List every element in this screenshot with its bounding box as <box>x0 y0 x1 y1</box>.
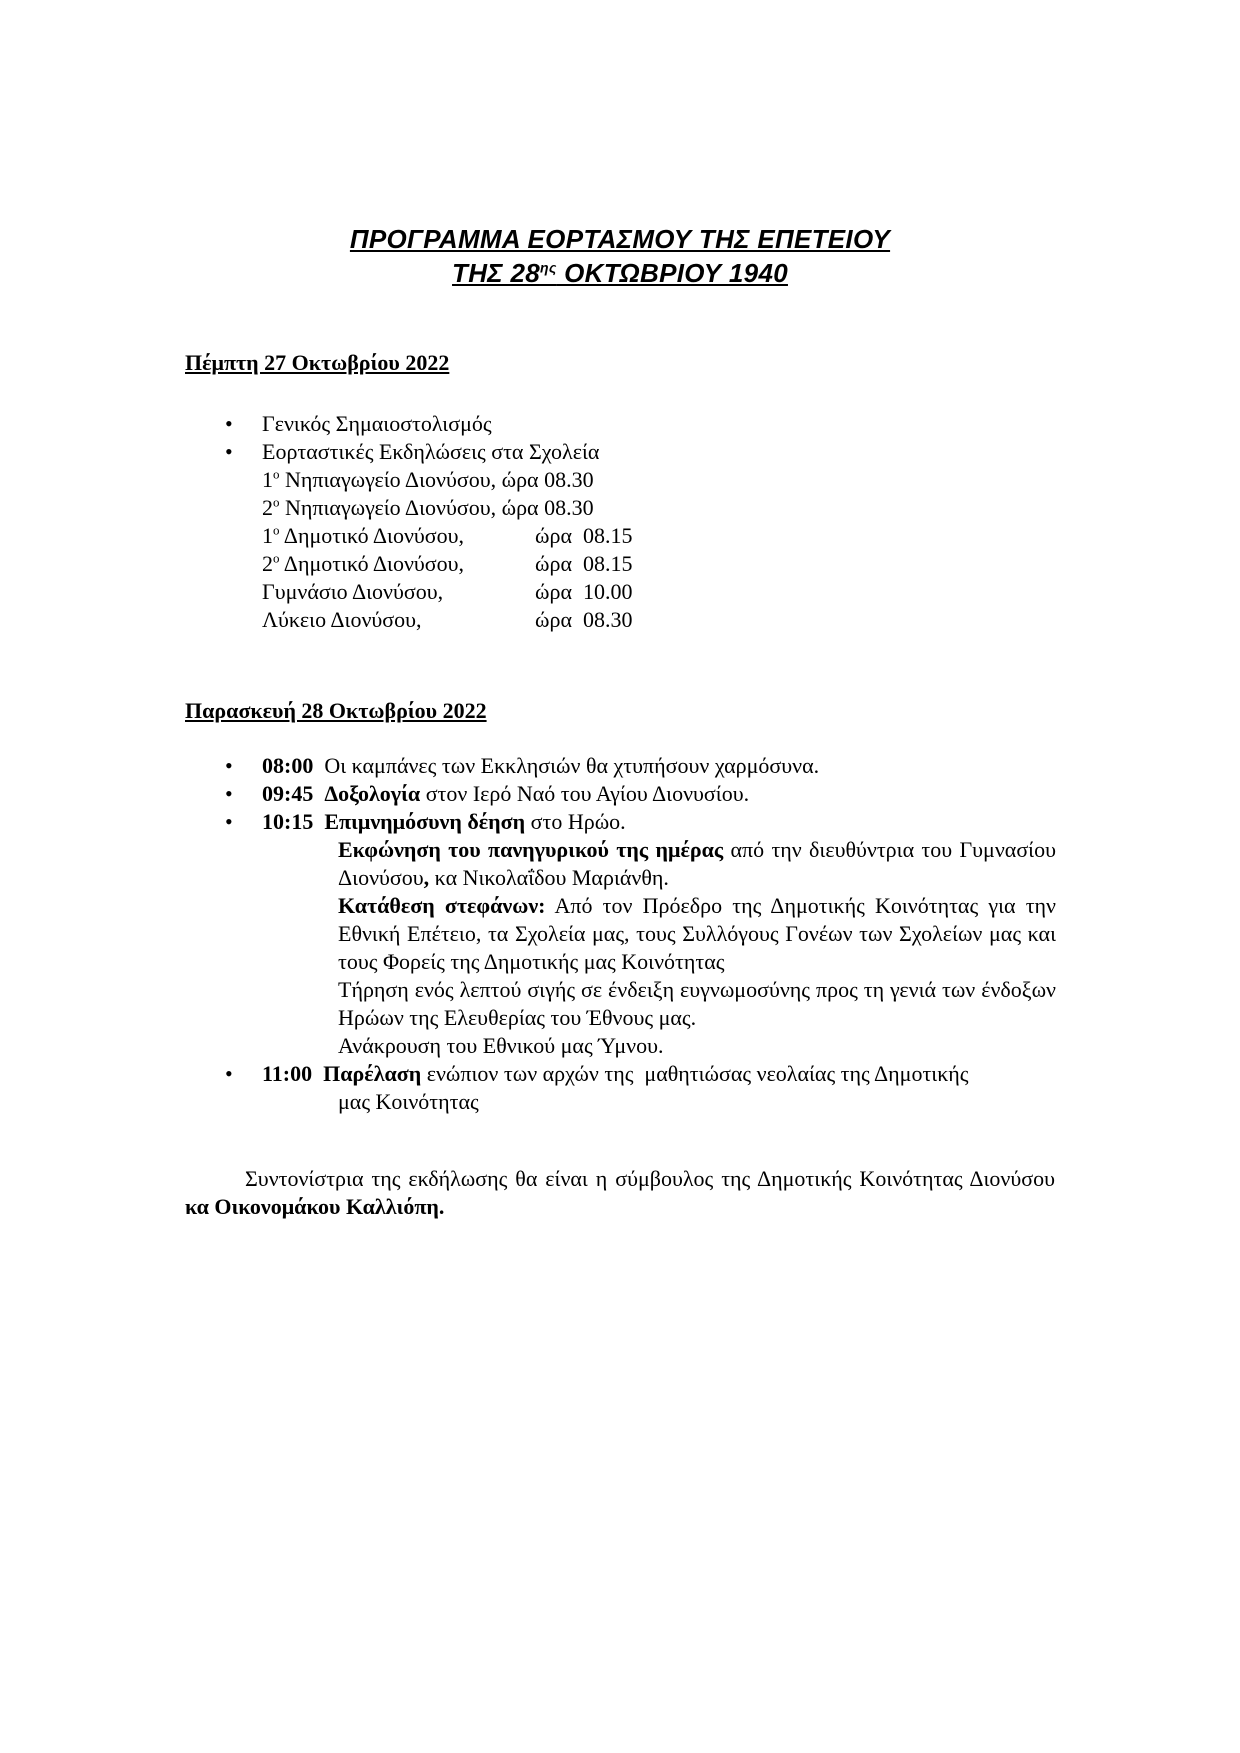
event-text: στο Ηρώο. <box>525 809 626 834</box>
event-time: 10:15 <box>262 809 314 834</box>
silence-paragraph: Τήρηση ενός λεπτού σιγής σε ένδειξη ευγνωμοσύνης προς τη γενιά των ένδοξων Ηρώων της Ελευθερίας του Έθνους μας. <box>338 977 1056 1030</box>
event-time: 08:00 <box>262 753 314 778</box>
school-name: Νηπιαγωγείο Διονύσου, ώρα 08.30 <box>285 495 594 520</box>
speech-bold: Εκφώνηση του πανηγυρικού της ημέρας <box>338 837 724 862</box>
anthem-paragraph: Ανάκρουση του Εθνικού μας Ύμνου. <box>338 1033 664 1058</box>
day2-heading: Παρασκευή 28 Οκτωβρίου 2022 <box>185 698 487 723</box>
school-entry <box>262 494 594 522</box>
day1-item-text: Γενικός Σημαιοστολισμός <box>262 411 492 436</box>
speech-comma: , <box>423 865 430 890</box>
title-line-2-post: ΟΚΤΩΒΡΙΟΥ 1940 <box>556 258 788 288</box>
school-ordinal: ο <box>273 466 280 482</box>
school-name: Γυμνάσιο Διονύσου, <box>262 579 444 604</box>
day1-item-text: Εορταστικές Εκδηλώσεις στα Σχολεία <box>262 439 600 464</box>
document-title <box>0 222 1240 290</box>
school-time: ώρα 08.15 <box>535 523 633 548</box>
event-time: 09:45 <box>262 781 314 806</box>
title-line-1: ΠΡΟΓΡΑΜΜΑ ΕΟΡΤΑΣΜΟΥ ΤΗΣ ΕΠΕΤΕΙΟΥ <box>349 224 891 254</box>
bullet-icon: • <box>225 753 233 778</box>
wreath-paragraph <box>338 892 1056 976</box>
wreath-text: Από τον Πρόεδρο της Δημοτικής Κοινότητας για την Εθνική Επέτειο, τα Σχολεία μας, τους Συλλόγους Γονέων των Σχολείων μας και τους Φορείς της Δημοτικής μας Κοινότητας <box>338 893 1056 974</box>
school-entry <box>262 522 464 550</box>
event-text: Οι καμπάνες των Εκκλησιών θα χτυπήσουν χαρμόσυνα. <box>324 753 820 778</box>
event-line <box>262 1060 969 1088</box>
event-continuation: μας Κοινότητας <box>338 1089 479 1114</box>
closing-bold: κα Οικονομάκου Καλλιόπη. <box>185 1194 445 1219</box>
school-name: Δημοτικό Διονύσου, <box>283 523 465 548</box>
event-bold: Επιμνημόσυνη δέηση <box>324 809 526 834</box>
bullet-icon: • <box>225 411 233 436</box>
speech-paragraph <box>338 836 1056 892</box>
event-bold: Δοξολογία <box>324 781 421 806</box>
title-line-2-pre: ΤΗΣ 28 <box>452 258 540 288</box>
school-ordinal: ο <box>273 550 280 566</box>
bullet-icon: • <box>225 809 233 834</box>
event-text: στον Ιερό Ναό του Αγίου Διονυσίου. <box>420 781 750 806</box>
wreath-bold: Κατάθεση στεφάνων: <box>338 893 546 918</box>
event-line <box>262 752 819 780</box>
bullet-icon: • <box>225 1061 233 1086</box>
event-time: 11:00 <box>262 1061 313 1086</box>
school-number: 1 <box>262 467 273 492</box>
event-bold: Παρέλαση <box>323 1061 422 1086</box>
bullet-icon: • <box>225 781 233 806</box>
school-entry <box>262 466 594 494</box>
title-line-2 <box>0 256 1240 290</box>
school-name: Δημοτικό Διονύσου, <box>283 551 465 576</box>
day1-heading: Πέμπτη 27 Οκτωβρίου 2022 <box>185 350 450 375</box>
event-text: ενώπιον των αρχών της μαθητιώσας νεολαίας της Δημοτικής <box>421 1061 969 1086</box>
school-name: Νηπιαγωγείο Διονύσου, ώρα 08.30 <box>285 467 594 492</box>
school-number: 1 <box>262 523 273 548</box>
bullet-icon: • <box>225 439 233 464</box>
speech-text: από την διευθύντρια του Γυμνασίου Διονύσου <box>338 837 1056 890</box>
speech-text-2: κα Νικολαΐδου Μαριάνθη. <box>429 865 669 890</box>
school-number: 2 <box>262 551 273 576</box>
school-ordinal: ο <box>273 522 280 538</box>
school-number: 2 <box>262 495 273 520</box>
school-time: ώρα 10.00 <box>535 579 633 604</box>
event-line <box>262 780 749 808</box>
title-ordinal-suffix: ης <box>539 259 557 276</box>
school-ordinal: ο <box>273 494 280 510</box>
event-line <box>262 808 626 836</box>
closing-paragraph <box>185 1165 1055 1221</box>
school-name: Λύκειο Διονύσου, <box>262 607 422 632</box>
school-time: ώρα 08.15 <box>535 551 633 576</box>
school-entry <box>262 550 464 578</box>
closing-text: Συντονίστρια της εκδήλωσης θα είναι η σύμβουλος της Δημοτικής Κοινότητας Διονύσου <box>245 1166 1055 1191</box>
school-time: ώρα 08.30 <box>535 607 633 632</box>
